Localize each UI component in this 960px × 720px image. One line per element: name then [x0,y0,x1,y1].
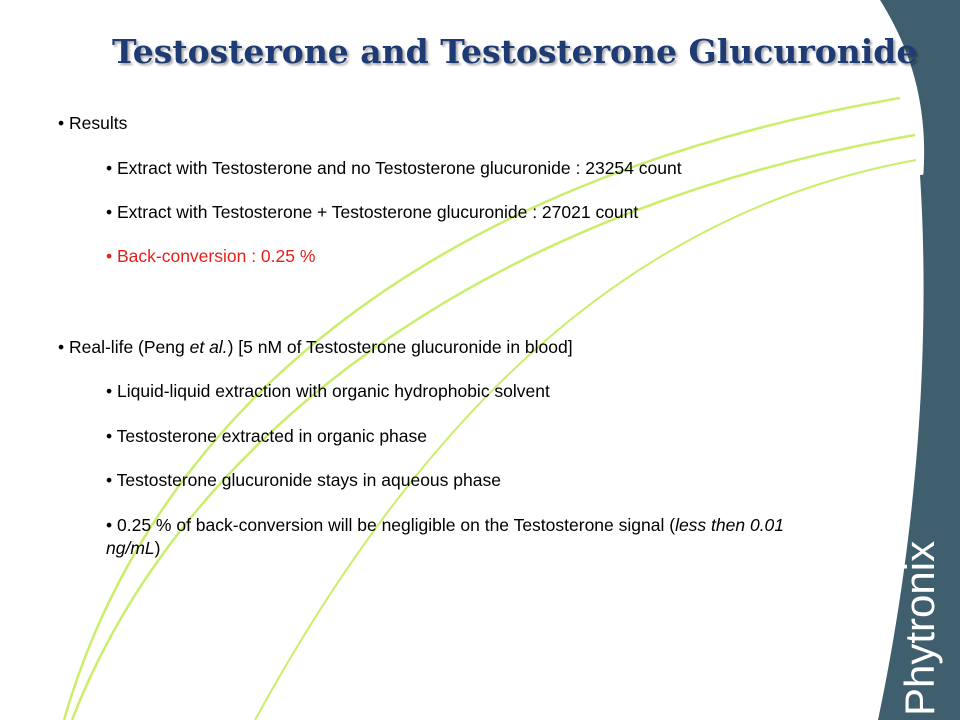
result-item-1: • Extract with Testosterone and no Testosterone glucuronide : 23254 count [106,158,682,178]
reallife-item-3: • Testosterone glucuronide stays in aqueous phase [106,470,501,490]
reallife-heading-prefix: • Real-life (Peng [58,337,190,357]
result-item-3: • Back-conversion : 0.25 % [106,246,316,266]
brand-logo-text: Phytronix [896,540,943,716]
reallife-item-4-italic: less then 0.01 ng/mL [106,515,785,558]
accent-curve [64,98,900,720]
reallife-heading-suffix: ) [5 nM of Testosterone glucuronide in blood] [227,337,573,357]
reallife-item-4 [106,514,796,560]
reallife-heading [58,336,573,359]
reallife-item-4-prefix: • 0.25 % of back-conversion will be negligible on the Testosterone signal ( [106,515,676,535]
reallife-item-2: • Testosterone extracted in organic phase [106,426,427,446]
slide-title: Testosterone and Testosterone Glucuronide [112,32,918,71]
result-item-2: • Extract with Testosterone + Testosterone glucuronide : 27021 count [106,202,639,222]
reallife-item-1: • Liquid-liquid extraction with organic hydrophobic solvent [106,381,550,401]
results-heading: • Results [58,113,128,133]
reallife-item-4-suffix: ) [154,538,161,558]
brand-logo [882,452,960,720]
reallife-heading-italic: et al. [189,337,228,357]
side-panel [880,0,960,190]
